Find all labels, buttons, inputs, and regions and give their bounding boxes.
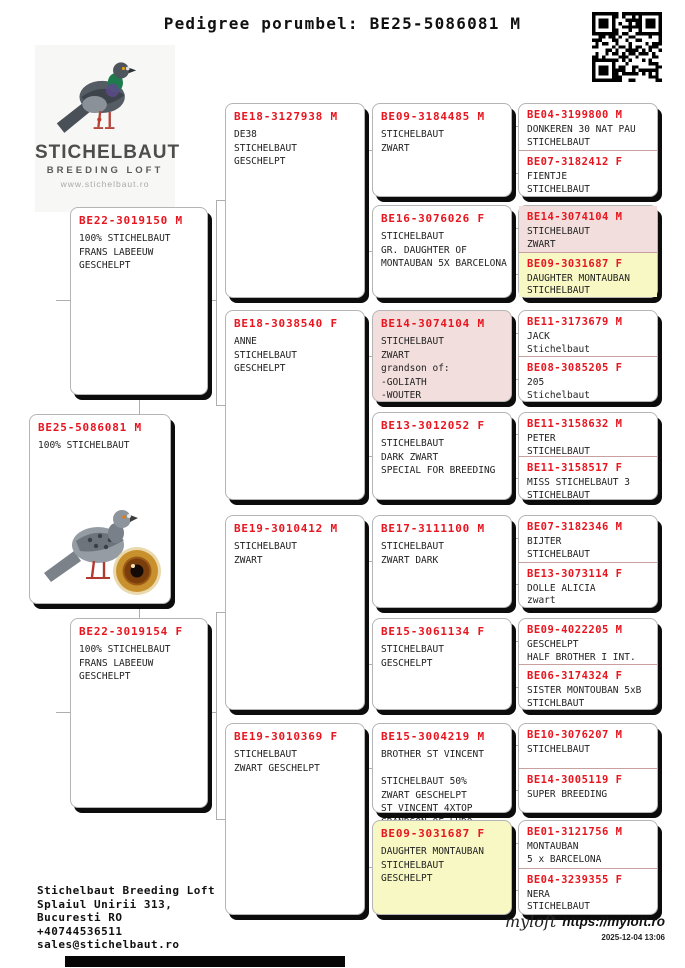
pedigree-line: STICHELBAUT — [381, 541, 444, 552]
pedigree-line — [381, 762, 503, 776]
pedigree-line: STICHELBAUT — [234, 142, 297, 154]
pedigree-card-gen4-6 — [372, 723, 512, 813]
pedigree-line: DONKEREN 30 NAT PAU — [527, 124, 636, 135]
pedigree-line: STICHELBAUT 50% — [381, 776, 467, 787]
pedigree-line: ZWART — [234, 554, 263, 566]
ring-number: BE22-3019150 M — [79, 214, 183, 227]
pedigree-line: BIJTER — [527, 536, 562, 547]
pedigree-line: -GOLIATH — [381, 376, 427, 388]
pedigree-line: GESCHELPT — [527, 639, 579, 650]
connector-line — [208, 300, 216, 301]
pedigree-line: BROTHER ST VINCENT — [381, 749, 484, 760]
pedigree-line: ANNE — [234, 336, 257, 347]
contact-line: +40744536511 — [37, 924, 123, 938]
gen5-entry — [519, 562, 657, 608]
pedigree-line: ZWART — [381, 349, 410, 361]
pedigree-line: GR. DAUGHTER OF — [381, 244, 467, 256]
ring-number: BE07-3182346 M — [527, 521, 623, 533]
pedigree-line: GESCHELPT — [381, 873, 433, 884]
ring-number: BE14-3074104 M — [381, 317, 485, 330]
ring-number: BE04-3199800 M — [527, 109, 623, 121]
timestamp: 2025-12-04 13:06 — [601, 933, 665, 942]
pedigree-line: STICHELBAUT — [381, 336, 444, 347]
ring-number: BE09-3031687 F — [527, 257, 623, 270]
pedigree-line: STICHELBAUT — [234, 541, 297, 552]
pedigree-line: 205 — [527, 377, 545, 388]
pedigree-card-gen4-7 — [372, 820, 512, 915]
connector-line — [139, 604, 140, 618]
pedigree-line: STICHELBAUT — [527, 744, 590, 755]
pedigree-line: STICHLBAUT — [527, 697, 585, 709]
gen5-entry — [519, 252, 657, 298]
pedigree-line: STICHELBAUT — [527, 285, 590, 296]
pedigree-line: STICHELBAUT — [381, 859, 444, 871]
contact-line: Splaiul Unirii 313, — [37, 897, 173, 911]
pedigree-line: GESCHELPT — [234, 363, 286, 374]
pedigree-line: STICHELBAUT — [527, 489, 590, 501]
pedigree-line: MONTAUBAN — [527, 841, 579, 852]
pedigree-line: HALF BROTHER I INT. — [527, 651, 636, 663]
ring-number: BE13-3012052 F — [381, 419, 485, 432]
pedigree-line: SISTER MONTOUBAN 5xB — [527, 685, 642, 696]
pedigree-line: 5 x BARCELONA — [527, 853, 602, 865]
pedigree-card-gen3-3 — [225, 723, 365, 915]
pedigree-line: PETER — [527, 433, 556, 444]
ring-number: BE14-3005119 F — [527, 774, 623, 786]
pedigree-line: DOLLE ALICIA — [527, 582, 596, 594]
pedigree-line: ZWART — [381, 142, 410, 154]
pedigree-line: -WOUTER — [381, 390, 422, 401]
page-title: Pedigree porumbel: BE25-5086081 M — [163, 14, 522, 33]
connector-line — [365, 819, 368, 820]
pedigree-line: ST VINCENT 4XTOP — [381, 803, 473, 814]
gen5-entry — [519, 868, 657, 915]
pedigree-line: STICHELBAUT — [381, 438, 444, 449]
subject-pigeon-photo — [38, 485, 164, 597]
gen5-entry — [519, 104, 657, 150]
ring-number: BE19-3010412 M — [234, 522, 338, 535]
pedigree-line: STICHELBAUT — [381, 129, 444, 140]
ring-number: BE18-3038540 F — [234, 317, 338, 330]
contact-line: Bucuresti RO — [37, 911, 123, 924]
myloft-brand: myloft — [504, 912, 557, 931]
pedigree-line: 100% STICHELBAUT — [79, 233, 171, 244]
pedigree-line: STICHELBAUT — [234, 349, 297, 361]
gen5-entry — [519, 768, 657, 812]
pedigree-card-gen5-7 — [518, 820, 658, 915]
pedigree-line: DAUGHTER MONTAUBAN — [381, 846, 484, 857]
ring-number: BE15-3061134 F — [381, 625, 485, 638]
gen5-entry — [519, 413, 657, 456]
pedigree-line: STICHELBAUT — [527, 183, 590, 195]
pedigree-line: DE38 — [234, 129, 257, 140]
ring-number: BE19-3010369 F — [234, 730, 338, 743]
pedigree-line: grandson of: — [381, 363, 450, 374]
connector-bracket — [216, 612, 225, 820]
pedigree-line: SUPER BREEDING — [527, 789, 608, 800]
pedigree-line: 100% STICHELBAUT — [79, 644, 171, 655]
gen5-entry — [519, 619, 657, 664]
logo-website: www.stichelbaut.ro — [60, 179, 150, 189]
logo-subtitle: BREEDING LOFT — [46, 165, 164, 176]
gen5-entry — [519, 150, 657, 196]
pedigree-line: MISS STICHELBAUT 3 — [527, 477, 630, 488]
gen5-entry — [519, 311, 657, 356]
pedigree-line: STICHELBAUT — [381, 231, 444, 242]
connector-line — [365, 612, 368, 613]
pedigree-card-gen4-5 — [372, 618, 512, 710]
ring-number: BE25-5086081 M — [38, 421, 142, 434]
pedigree-card-gen5-0 — [518, 103, 658, 197]
pedigree-line: GESCHELPT — [234, 156, 286, 167]
pedigree-card-gen4-3 — [372, 412, 512, 500]
connector-line — [365, 405, 368, 406]
pedigree-line: Stichelbaut — [527, 389, 590, 401]
ring-number: BE18-3127938 M — [234, 110, 338, 123]
ring-number: BE11-3158632 M — [527, 418, 623, 430]
pedigree-card-gen5-6 — [518, 723, 658, 813]
pedigree-line: FRANS LABEEUW — [79, 246, 154, 258]
myloft-url: https://myloft.ro — [562, 914, 665, 929]
ring-number: BE09-3031687 F — [381, 827, 485, 840]
pedigree-line: FIENTJE — [527, 171, 568, 182]
pedigree-card-gen5-4 — [518, 515, 658, 608]
gen5-entry — [519, 206, 657, 252]
pedigree-line: STICHELBAUT — [234, 749, 297, 760]
pedigree-line: SPECIAL FOR BREEDING — [381, 465, 496, 476]
gen5-entry — [519, 821, 657, 868]
pedigree-line: STICHELBAUT — [527, 445, 590, 457]
pedigree-card-gen5-3 — [518, 412, 658, 500]
ring-number: BE06-3174324 F — [527, 670, 623, 682]
connector-line — [365, 200, 368, 201]
pedigree-line: 100% STICHELBAUT — [38, 440, 130, 451]
pedigree-line: FRANS LABEEUW — [79, 657, 154, 669]
connector-line — [56, 300, 70, 301]
ring-number: BE11-3173679 M — [527, 316, 623, 328]
footer-black-bar — [65, 956, 345, 967]
pedigree-line: STICHELBAUT — [381, 644, 444, 655]
ring-number: BE01-3121756 M — [527, 826, 623, 838]
myloft-footer — [500, 912, 665, 942]
ring-number: BE13-3073114 F — [527, 567, 623, 580]
pedigree-line: STICHELBAUT — [527, 136, 590, 148]
pedigree-card-gen3-1 — [225, 310, 365, 500]
ring-number: BE04-3239355 F — [527, 873, 623, 886]
logo-name: STICHELBAUT — [35, 142, 181, 163]
connector-line — [56, 712, 70, 713]
connector-bracket — [216, 200, 225, 406]
ring-number: BE10-3076207 M — [527, 729, 623, 741]
pedigree-line: STICHELBAUT — [527, 901, 590, 912]
pedigree-card-gen2-sire — [70, 207, 208, 395]
ring-number: BE09-4022205 M — [527, 624, 623, 636]
contact-line: sales@stichelbaut.ro — [37, 938, 180, 951]
contact-block — [37, 884, 215, 952]
ring-number: BE14-3074104 M — [527, 211, 623, 223]
qr-code — [592, 12, 662, 82]
pedigree-line: ZWART GESCHELPT — [234, 762, 320, 774]
pedigree-card-gen5-5 — [518, 618, 658, 710]
pedigree-card-subject — [29, 414, 171, 604]
ring-number: BE22-3019154 F — [79, 625, 183, 638]
pedigree-card-gen4-2 — [372, 310, 512, 402]
gen5-entry — [519, 356, 657, 401]
pedigree-card-gen3-2 — [225, 515, 365, 710]
ring-number: BE17-3111100 M — [381, 522, 485, 535]
pedigree-card-gen5-2 — [518, 310, 658, 402]
pedigree-line: NERA — [527, 888, 550, 900]
subject-eye-photo — [113, 547, 161, 595]
gen5-entry — [519, 516, 657, 562]
pedigree-card-gen4-0 — [372, 103, 512, 197]
contact-line: Stichelbaut Breeding Loft — [37, 884, 216, 897]
gen5-entry — [519, 724, 657, 768]
pedigree-card-gen4-1 — [372, 205, 512, 298]
ring-number: BE09-3184485 M — [381, 110, 485, 123]
logo-pigeon-image — [53, 47, 157, 143]
pedigree-line: STICHELBAUT — [527, 548, 590, 560]
pedigree-line: GESCHELPT — [79, 260, 131, 271]
ring-number: BE11-3158517 F — [527, 462, 623, 474]
pedigree-card-gen2-dam — [70, 618, 208, 808]
pedigree-line: Stichelbaut — [527, 343, 590, 355]
pedigree-line: STICHELBAUT — [527, 226, 590, 237]
loft-logo — [35, 45, 181, 212]
connector-line — [208, 712, 216, 713]
ring-number: BE16-3076026 F — [381, 212, 485, 225]
gen5-entry — [519, 664, 657, 709]
pedigree-card-gen4-4 — [372, 515, 512, 608]
pedigree-line: ZWART — [527, 238, 556, 250]
ring-number: BE15-3004219 M — [381, 730, 485, 743]
pedigree-line: DARK ZWART — [381, 451, 439, 463]
pedigree-line: DAUGHTER MONTAUBAN — [527, 272, 630, 284]
pedigree-line: GESCHELPT — [79, 671, 131, 682]
pedigree-line: ZWART GESCHELPT — [381, 789, 467, 801]
connector-line — [139, 395, 140, 414]
pedigree-line: JACK — [527, 331, 550, 342]
pedigree-card-gen3-0 — [225, 103, 365, 298]
gen5-entry — [519, 456, 657, 499]
ring-number: BE07-3182412 F — [527, 156, 623, 168]
pedigree-line: ZWART DARK — [381, 554, 439, 566]
ring-number: BE08-3085205 F — [527, 362, 623, 374]
pedigree-line: MONTAUBAN 5X BARCELONA — [381, 258, 507, 269]
pedigree-line: zwart — [527, 595, 556, 606]
pedigree-line: GESCHELPT — [381, 657, 433, 669]
pedigree-card-gen5-1 — [518, 205, 658, 298]
